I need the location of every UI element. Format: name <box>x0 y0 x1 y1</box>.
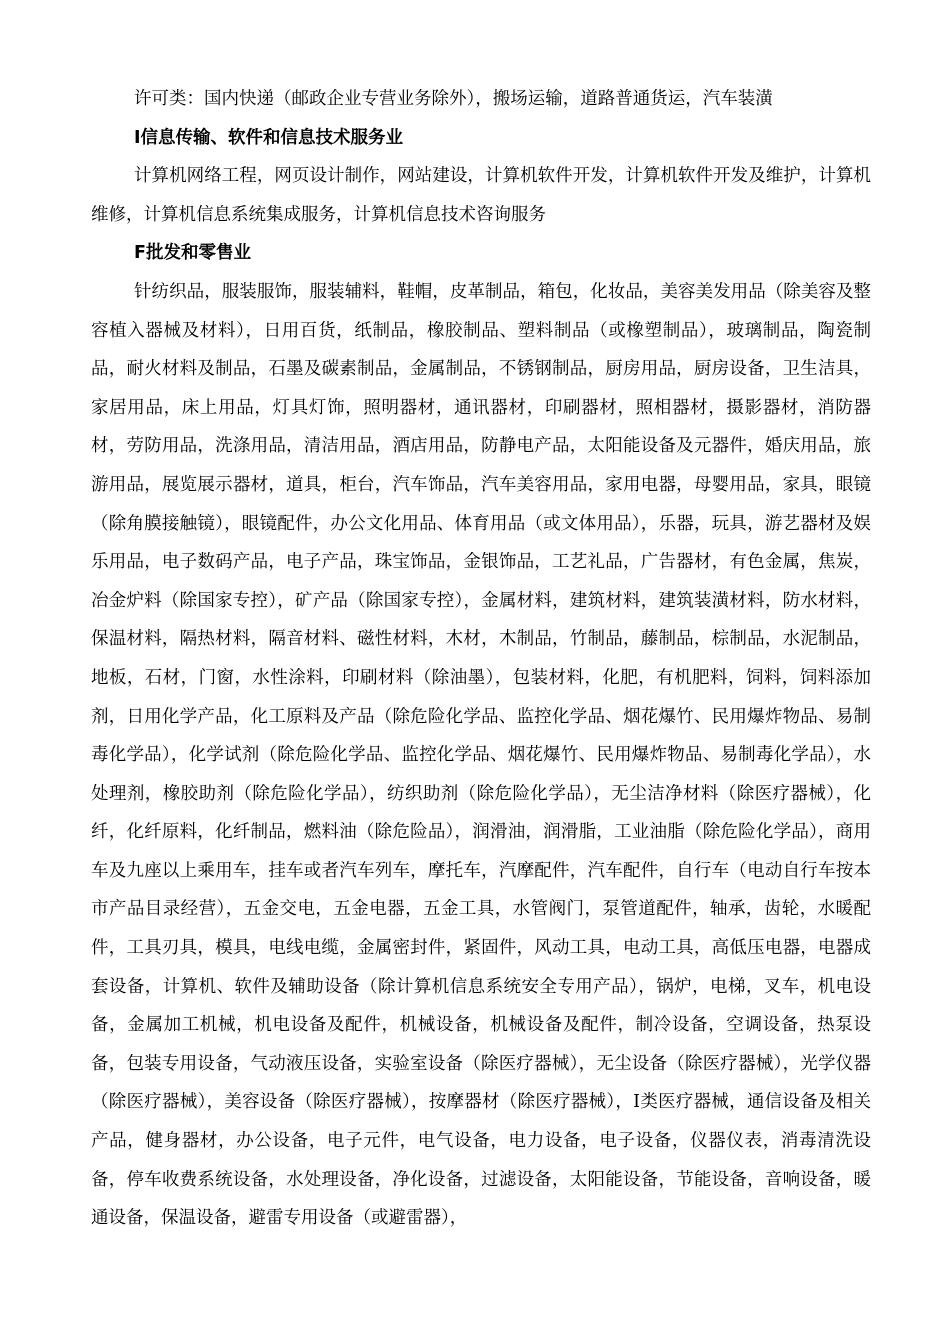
section-f-paragraph: 针纺织品，服装服饰，服装辅料，鞋帽，皮革制品，箱包，化妆品，美容美发用品（除美容及整容植入器械及材料），日用百货，纸制品，橡胶制品、塑料制品（或橡塑制品），玻璃制品，陶瓷制品，耐火材料及制品，石墨及碳素制品，金属制品，不锈钢制品，厨房用品，厨房设备，卫生洁具，家居用品，床上用品，灯具灯饰，照明器材，通讯器材，印刷器材，照相器材，摄影器材，消防器材，劳防用品，洗涤用品，清洁用品，酒店用品，防静电产品，太阳能设备及元器件，婚庆用品，旅游用品，展览展示器材，道具，柜台，汽车饰品，汽车美容用品，家用电器，母婴用品，家具，眼镜（除角膜接触镜），眼镜配件，办公文化用品、体育用品（或文体用品），乐器，玩具，游艺器材及娱乐用品，电子数码产品，电子产品，珠宝饰品，金银饰品，工艺礼品，广告器材，有色金属，焦炭，冶金炉料（除国家专控），矿产品（除国家专控），金属材料，建筑材料，建筑装潢材料，防水材料，保温材料，隔热材料，隔音材料、磁性材料，木材，木制品，竹制品，藤制品，棕制品，水泥制品，地板，石材，门窗，水性涂料，印刷材料（除油墨），包装材料，化肥，有机肥料，饲料，饲料添加剂，日用化学产品，化工原料及产品（除危险化学品、监控化学品、烟花爆竹、民用爆炸物品、易制毒化学品），化学试剂（除危险化学品、监控化学品、烟花爆竹、民用爆炸物品、易制毒化学品），水处理剂，橡胶助剂（除危险化学品），纺织助剂（除危险化学品），无尘洁净材料（除医疗器械），化纤，化纤原料，化纤制品，燃料油（除危险品），润滑油，润滑脂，工业油脂（除危险化学品），商用车及九座以上乘用车，挂车或者汽车列车，摩托车，汽摩配件，汽车配件，自行车（电动自行车按本市产品目录经营），五金交电，五金电器，五金工具，水管阀门，泵管道配件，轴承，齿轮，水暖配件，工具刃具，模具，电线电缆，金属密封件，紧固件，风动工具，电动工具，高低压电器，电器成套设备，计算机、软件及辅助设备（除计算机信息系统安全专用产品），锅炉，电梯，叉车，机电设备，金属加工机械，机电设备及配件，机械设备，机械设备及配件，制冷设备，空调设备，热泵设备，包装专用设备，气动液压设备，实验室设备（除医疗器械），无尘设备（除医疗器械），光学仪器（除医疗器械），美容设备（除医疗器械），按摩器材（除医疗器械），Ⅰ类医疗器械，通信设备及相关产品，健身器材，办公设备，电子元件，电气设备，电力设备，电子设备，仪器仪表，消毒清洗设备，停车收费系统设备，水处理设备，净化设备，过滤设备，太阳能设备，节能设备，音响设备，暖通设备，保温设备，避雷专用设备（或避雷器）， <box>91 281 871 1229</box>
section-heading-i: I信息传输、软件和信息技术服务业 <box>134 127 404 148</box>
licensed-business-line: 许可类：国内快递（邮政企业专营业务除外），搬场运输，道路普通货运，汽车装潢 <box>134 89 773 109</box>
section-heading-f: F批发和零售业 <box>134 243 251 264</box>
document-page <box>91 80 871 1238</box>
section-i-paragraph: 计算机网络工程，网页设计制作，网站建设，计算机软件开发，计算机软件开发及维护，计算机维修，计算机信息系统集成服务，计算机信息技术咨询服务 <box>91 166 871 225</box>
